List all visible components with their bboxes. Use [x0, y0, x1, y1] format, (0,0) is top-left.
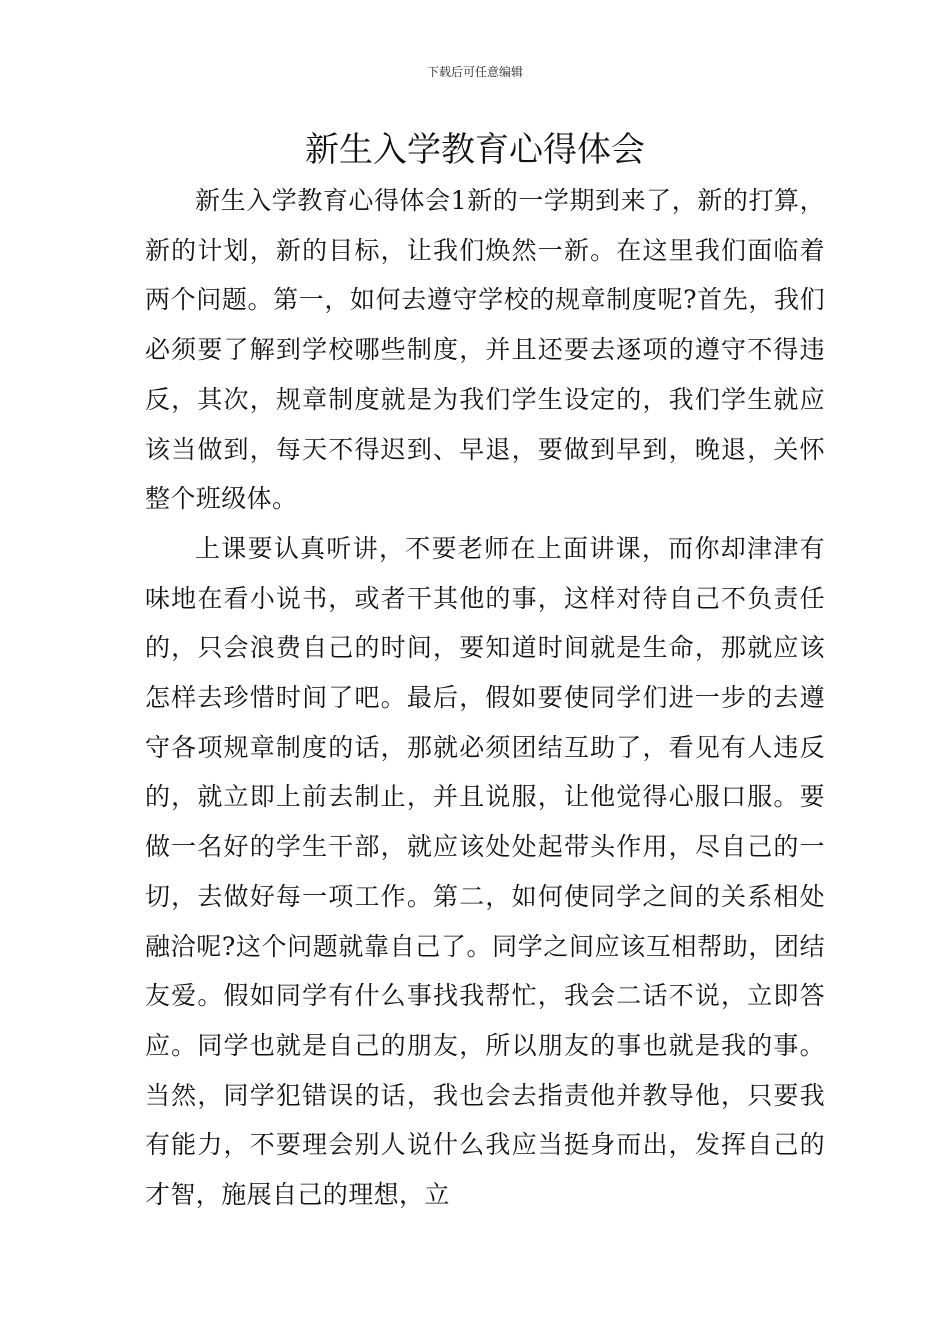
paragraph-2: 上课要认真听讲，不要老师在上面讲课，而你却津津有味地在看小说书，或者干其他的事，这样对待自己不负责任的，只会浪费自己的时间，要知道时间就是生命，那就应该怎样去珍惜时间了吧。最后，假如要使同学们进一步的去遵守各项规章制度的话，那就必须团结互助了，看见有人违反的，就立即上前去制止，并且说服，让他觉得心服口服。要做一名好的学生干部，就应该处处起带头作用，尽自己的一切，去做好每一项工作。第二，如何使同学之间的关系相处融洽呢?这个问题就靠自己了。同学之间应该互相帮助，团结友爱。假如同学有什么事找我帮忙，我会二话不说，立即答应。同学也就是自己的朋友，所以朋友的事也就是我的事。当然，同学犯错误的话，我也会去指责他并教导他，只要我有能力，不要理会别人说什么我应当挺身而出，发挥自己的才智，施展自己的理想，立 — [145, 533, 825, 1210]
document-body — [145, 176, 825, 1220]
paragraph-1: 新生入学教育心得体会1新的一学期到来了，新的打算，新的计划，新的目标，让我们焕然一新。在这里我们面临着两个问题。第一，如何去遵守学校的规章制度呢?首先，我们必须要了解到学校哪些制度，并且还要去逐项的遵守不得违反，其次，规章制度就是为我们学生设定的，我们学生就应该当做到，每天不得迟到、早退，要做到早到，晚退，关怀整个班级体。 — [145, 186, 825, 514]
document-title: 新生入学教育心得体会 — [305, 130, 645, 170]
header-note: 下载后可任意编辑 — [426, 65, 523, 79]
